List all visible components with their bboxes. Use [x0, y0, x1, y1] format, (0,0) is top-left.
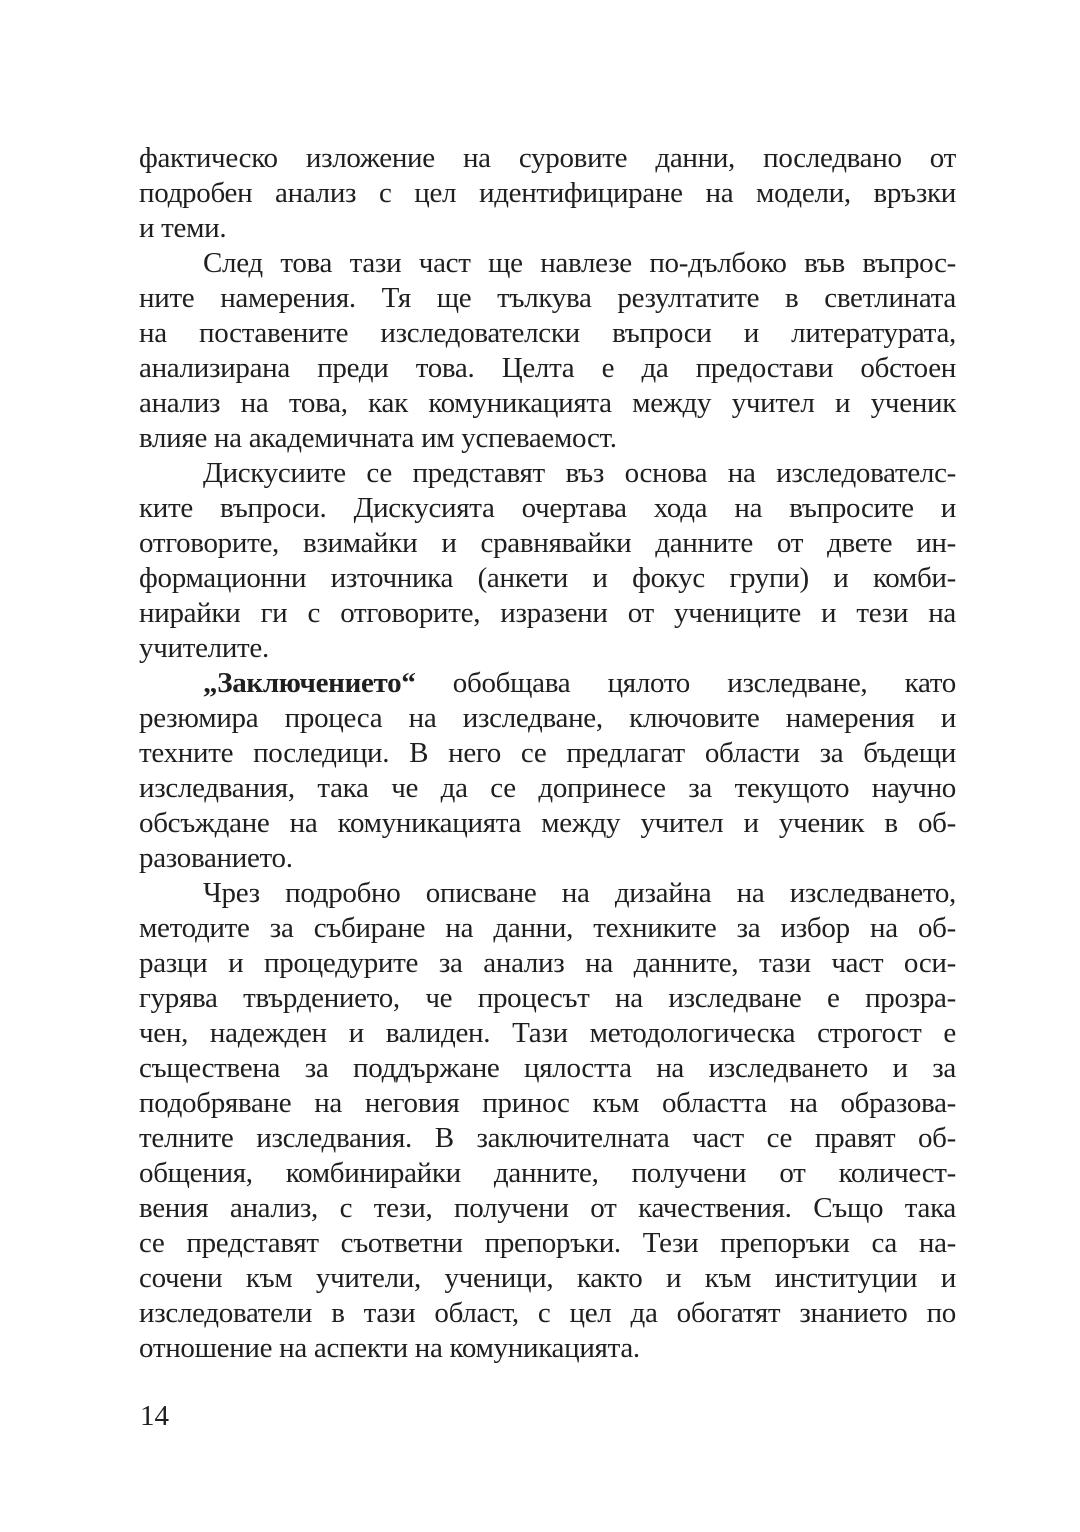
- paragraph: [139, 876, 956, 1366]
- text-line: обсъждане на комуникацията между учител и ученик в об-: [139, 807, 956, 839]
- text-line: методите за събиране на данни, техниките за избор на об-: [139, 912, 956, 944]
- text-line: изследвания, така че да се допринесе за текущото научно: [139, 772, 956, 804]
- text-block: [139, 141, 956, 1366]
- text-line: „Заключението“ обобщава цялото изследване, като: [203, 667, 956, 699]
- text-line: вения анализ, с тези, получени от качествения. Също така: [139, 1192, 956, 1224]
- text-line: резюмира процеса на изследване, ключовите намерения и: [139, 702, 956, 734]
- text-line: техните последици. В него се предлагат области за бъдещи: [139, 737, 956, 769]
- text-line: гурява твърдението, че процесът на изследване е прозра-: [139, 982, 956, 1014]
- text-line: се представят съответни препоръки. Тези препоръки са на-: [139, 1227, 956, 1259]
- text-line: анализ на това, как комуникацията между учител и ученик: [139, 387, 956, 419]
- paragraph: [139, 246, 956, 456]
- page-number: 14: [140, 1400, 169, 1432]
- text-line: разци и процедурите за анализ на данните, тази част оси-: [139, 947, 956, 979]
- text-line: чен, надежден и валиден. Тази методологическа строгост е: [139, 1017, 956, 1049]
- text-line: учителите.: [139, 632, 269, 664]
- text-line: на поставените изследователски въпроси и литературата,: [139, 317, 956, 349]
- text-line: влияе на академичната им успеваемост.: [139, 422, 617, 454]
- text-line: ките въпроси. Дискусията очертава хода на въпросите и: [139, 492, 956, 524]
- text-line: подробен анализ с цел идентифициране на модели, връзки: [139, 177, 956, 209]
- text-line: сочени към учители, ученици, както и към институции и: [139, 1262, 956, 1294]
- text-line: разованието.: [139, 842, 293, 874]
- text-line: и теми.: [139, 212, 227, 244]
- text-line: телните изследвания. В заключителната част се правят об-: [139, 1122, 956, 1154]
- text-line: общения, комбинирайки данните, получени от количест-: [139, 1157, 956, 1189]
- paragraph: [139, 141, 956, 246]
- text-line: изследователи в тази област, с цел да обогатят знанието по: [139, 1297, 956, 1329]
- text-line: отношение на аспекти на комуникацията.: [139, 1332, 640, 1364]
- text-line: След това тази част ще навлезе по-дълбоко във въпрос-: [203, 247, 956, 279]
- text-line: съществена за поддържане цялостта на изследването и за: [139, 1052, 956, 1084]
- paragraph: [139, 666, 956, 876]
- text-line: подобряване на неговия принос към областта на образова-: [139, 1087, 956, 1119]
- text-line: Чрез подробно описване на дизайна на изследването,: [203, 877, 956, 909]
- paragraph: [139, 456, 956, 666]
- text-line: анализирана преди това. Целта е да предостави обстоен: [139, 352, 956, 384]
- text-line: формационни източника (анкети и фокус групи) и комби-: [139, 562, 956, 594]
- text-line: ните намерения. Тя ще тълкува резултатите в светлината: [139, 282, 956, 314]
- text-line: отговорите, взимайки и сравнявайки данните от двете ин-: [139, 527, 956, 559]
- text-line: Дискусиите се представят въз основа на изследователс-: [203, 457, 956, 489]
- text-line: нирайки ги с отговорите, изразени от учениците и тези на: [139, 597, 956, 629]
- text-line: фактическо изложение на суровите данни, последвано от: [139, 142, 956, 174]
- bold-lead: „Заключението“: [203, 667, 416, 699]
